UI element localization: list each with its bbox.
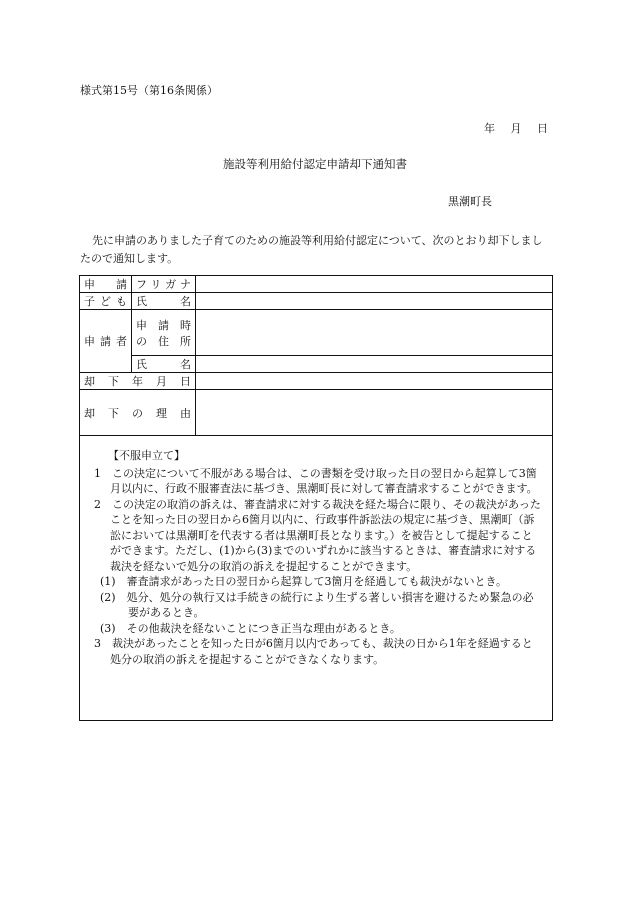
application-table — [79, 275, 553, 436]
intro-text: 先に申請のありました子育てのための施設等利用給付認定について、次のとおり却下しましたので通知します。 — [80, 234, 543, 265]
notice-subitem-1: (1) 審査請求があった日の翌日から起算して3箇月を経過しても裁決がないとき。 — [100, 575, 508, 588]
furigana-label: フリガナ — [132, 276, 196, 293]
table-row — [80, 293, 553, 310]
notice-item-1: 1 この決定について不服がある場合は、この書類を受け取った日の翌日から起算して3箇月以内に、行政不服審査法に基づき、黒潮町長に対して審査請求することができます。 — [94, 466, 538, 495]
child-name-field[interactable] — [196, 293, 553, 310]
appeal-notice — [79, 436, 553, 721]
date-line: 年 月 日 — [484, 122, 548, 135]
table-row — [80, 310, 553, 356]
child-name-label: 氏 名 — [132, 293, 196, 310]
table-row — [80, 276, 553, 293]
child-label-1: 申 請 — [80, 276, 132, 293]
notice-subitem-2: (2) 処分、処分の執行又は手続きの続行により生ずる著しい損害を避けるため緊急の必要があるとき。 — [100, 590, 534, 619]
applicant-name-label: 氏 名 — [132, 356, 196, 373]
table-row — [80, 390, 553, 436]
notice-item-3: 3 裁決があったことを知った日が6箇月以内であっても、裁決の日から1年を経過すると処分の取消の訴えを提起することができなくなります。 — [94, 637, 533, 666]
rejection-reason-label: 却下の理由 — [80, 390, 196, 436]
notice-header: 【不服申立て】 — [108, 449, 185, 462]
address-label-line-2: の 住 所 — [136, 334, 191, 348]
address-field[interactable] — [196, 310, 553, 356]
table-row — [80, 356, 553, 373]
child-label-2: 子ども — [80, 293, 132, 310]
rejection-date-field[interactable] — [196, 373, 553, 390]
notice-item-2: 2 この決定の取消の訴えは、審査請求に対する裁決を経た場合に限り、その裁決があったことを知った日の翌日から6箇月以内に、行政事件訴訟法の規定に基づき、黒潮町（訴訟においては黒潮町を代表する者は黒潮町長となります。）を被告として提起することができます。ただし、(1)から(3)までのいずれかに該当するときは、審査請求に対する裁決を経ないで処分の取消の訴えを提起することができます。 — [94, 497, 541, 573]
notice-subitem-3: (3) その他裁決を経ないことにつき正当な理由があるとき。 — [100, 621, 401, 635]
applicant-name-field[interactable] — [196, 356, 553, 373]
address-label — [132, 310, 196, 356]
rejection-date-label: 却下年月日 — [80, 373, 196, 390]
rejection-reason-field[interactable] — [196, 390, 553, 436]
address-label-line-1: 申 請 時 — [136, 318, 191, 332]
table-row — [80, 373, 553, 390]
issuer: 黒潮町長 — [448, 195, 492, 208]
furigana-field[interactable] — [196, 276, 553, 293]
document-title: 施設等利用給付認定申請却下通知書 — [223, 157, 407, 171]
applicant-label: 申請者 — [80, 310, 132, 373]
form-number: 様式第15号（第16条関係） — [80, 84, 218, 97]
